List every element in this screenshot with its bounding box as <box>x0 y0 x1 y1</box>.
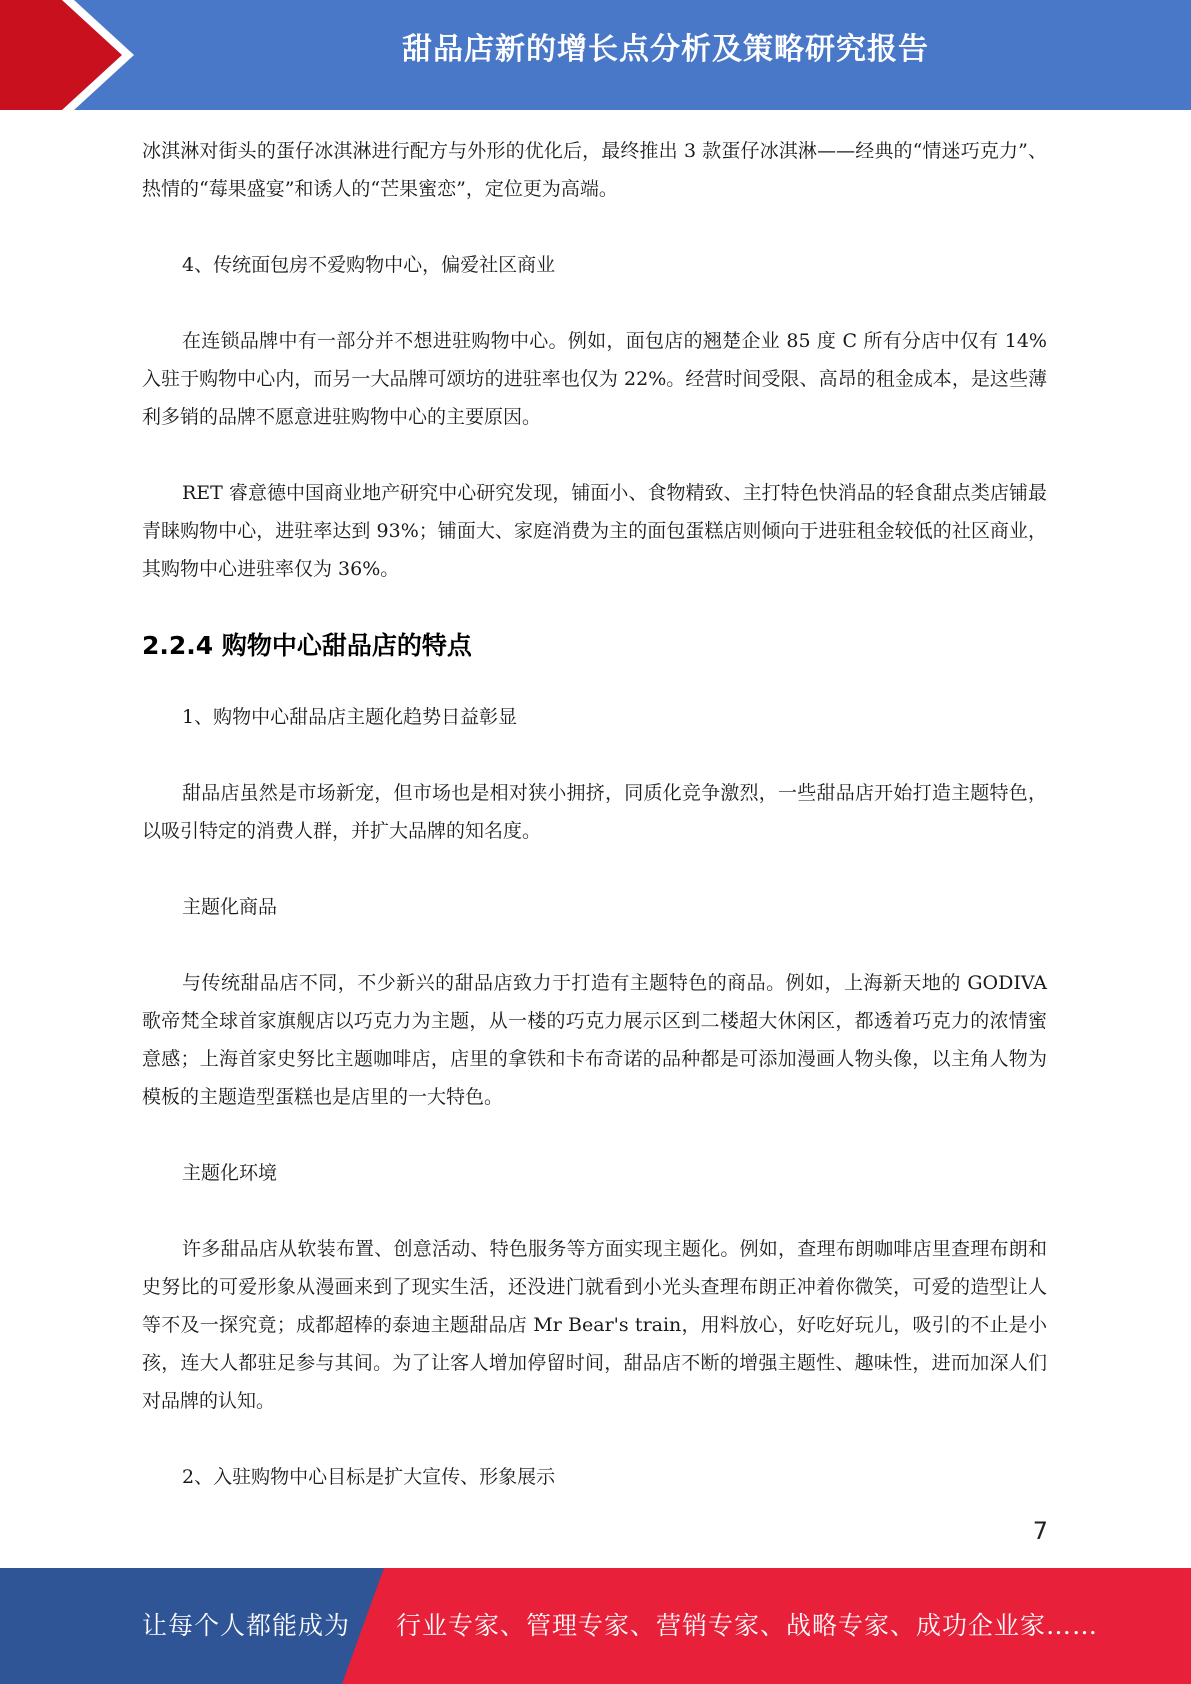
item-4-paragraph-2: RET 睿意德中国商业地产研究中心研究发现，铺面小、食物精致、主打特色快消品的轻食甜点类店铺最青睐购物中心，进驻率达到 93%；铺面大、家庭消费为主的面包蛋糕店则倾向于进驻租金较低的社区商业，其购物中心进驻率仅为 36%。 <box>142 482 1047 580</box>
footer-banner <box>0 1568 1191 1684</box>
page-number: 7 <box>1032 1517 1048 1545</box>
subtopic-themed-products-title: 主题化商品 <box>182 896 278 918</box>
footer-slogan-left: 让每个人都能成为 <box>142 1611 351 1640</box>
report-title: 甜品店新的增长点分析及策略研究报告 <box>402 32 929 67</box>
document-body <box>142 132 1047 1534</box>
subtopic-themed-environment-paragraph: 许多甜品店从软装布置、创意活动、特色服务等方面实现主题化。例如，查理布朗咖啡店里查理布朗和史努比的可爱形象从漫画来到了现实生活，还没进门就看到小光头查理布朗正冲着你微笑，可爱的造型让人等不及一探究竟；成都超棒的泰迪主题甜品店 Mr Bear's train，用料放心，好吃好玩儿，吸引的不止是小孩，连大人都驻足参与其间。为了让客人增加停留时间，甜品店不断的增强主题性、趣味性，进而加深人们对品牌的认知。 <box>142 1238 1047 1412</box>
footer-slogan-right: 行业专家、管理专家、营销专家、战略专家、成功企业家…… <box>396 1611 1099 1640</box>
item-1-title: 1、购物中心甜品店主题化趋势日益彰显 <box>182 706 518 728</box>
section-heading-2-2-4: 2.2.4 购物中心甜品店的特点 <box>142 631 472 660</box>
item-2-title: 2、入驻购物中心目标是扩大宣传、形象展示 <box>182 1466 556 1488</box>
item-4-paragraph-1: 在连锁品牌中有一部分并不想进驻购物中心。例如，面包店的翘楚企业 85 度 C 所有分店中仅有 14%入驻于购物中心内，而另一大品牌可颂坊的进驻率也仅为 22%。经营时间受限、高昂的租金成本，是这些薄利多销的品牌不愿意进驻购物中心的主要原因。 <box>142 330 1047 428</box>
header-banner <box>0 0 1191 110</box>
intro-continuation-paragraph: 冰淇淋对街头的蛋仔冰淇淋进行配方与外形的优化后，最终推出 3 款蛋仔冰淇淋——经典的“情迷巧克力”、热情的“莓果盛宴”和诱人的“芒果蜜恋”，定位更为高端。 <box>142 140 1047 200</box>
subtopic-themed-products-paragraph: 与传统甜品店不同，不少新兴的甜品店致力于打造有主题特色的商品。例如，上海新天地的 GODIVA 歌帝梵全球首家旗舰店以巧克力为主题，从一楼的巧克力展示区到二楼超大休闲区，都透着巧克力的浓情蜜意感；上海首家史努比主题咖啡店，店里的拿铁和卡布奇诺的品种都是可添加漫画人物头像，以主角人物为模板的主题造型蛋糕也是店里的一大特色。 <box>142 972 1047 1108</box>
header-chevron-decoration <box>0 0 160 110</box>
subtopic-themed-environment-title: 主题化环境 <box>182 1162 278 1184</box>
item-4-title: 4、传统面包房不爱购物中心，偏爱社区商业 <box>182 254 556 276</box>
item-1-paragraph: 甜品店虽然是市场新宠，但市场也是相对狭小拥挤，同质化竞争激烈，一些甜品店开始打造主题特色，以吸引特定的消费人群，并扩大品牌的知名度。 <box>142 782 1047 842</box>
